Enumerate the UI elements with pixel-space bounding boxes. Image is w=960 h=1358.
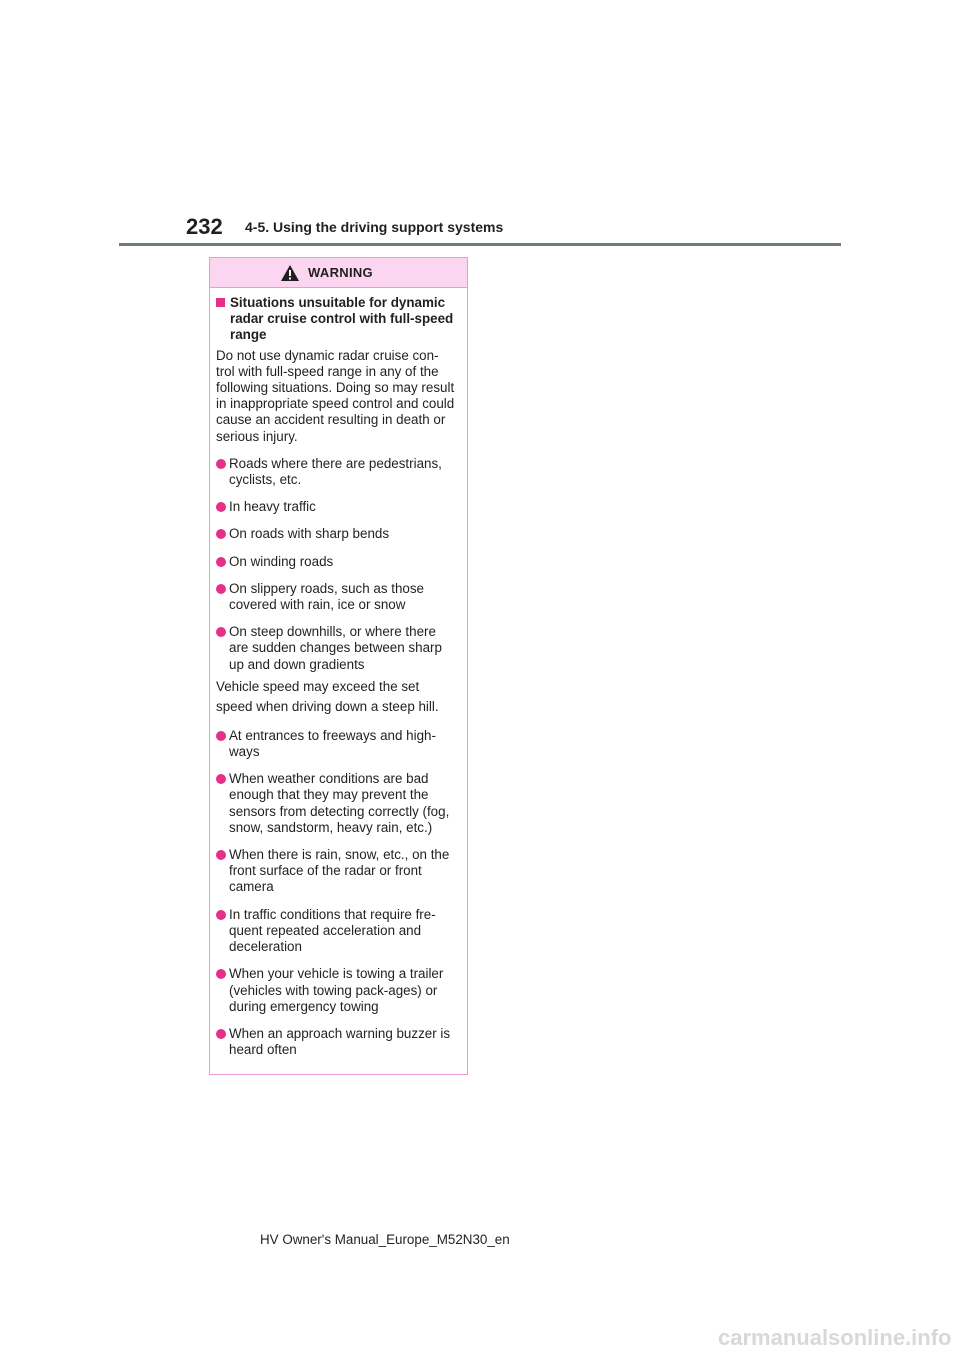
- header-rule: [119, 243, 841, 246]
- list-item: [216, 907, 457, 956]
- circle-bullet-icon: [216, 459, 226, 469]
- list-item-text: When there is rain, snow, etc., on the front surface of the radar or front camera: [229, 847, 450, 895]
- circle-bullet-icon: [216, 969, 226, 979]
- warning-triangle-icon: [280, 264, 300, 282]
- situation-heading-text: Situations unsuitable for dynamic radar cruise control with full-speed range: [230, 295, 454, 343]
- list-item: [216, 554, 457, 570]
- circle-bullet-icon: [216, 910, 226, 920]
- list-item: [216, 581, 457, 613]
- circle-bullet-icon: [216, 584, 226, 594]
- warning-title: WARNING: [308, 265, 373, 280]
- situation-heading: [216, 295, 457, 344]
- list-item: [216, 456, 457, 488]
- list-item-text: When weather conditions are bad enough that they may prevent the sensors from detecting correctly (fog, snow, sandstorm, heavy rain, etc.): [229, 771, 450, 835]
- warning-box: [209, 257, 468, 1075]
- speed-note: Vehicle speed may exceed the set speed when driving down a steep hill.: [216, 678, 439, 714]
- watermark: carmanualsonline.info: [718, 1325, 952, 1350]
- circle-bullet-icon: [216, 557, 226, 567]
- list-item: [216, 728, 457, 760]
- circle-bullet-icon: [216, 850, 226, 860]
- list-item: [216, 499, 457, 515]
- list-item: [216, 847, 457, 896]
- list-item: [216, 526, 457, 542]
- list-item-text: Roads where there are pedestrians, cyclists, etc.: [229, 455, 442, 488]
- list-item-text: When your vehicle is towing a trailer (vehicles with towing pack-ages) or during emergency towing: [229, 966, 444, 1014]
- list-item-text: In heavy traffic: [229, 499, 316, 515]
- list-item: [216, 771, 457, 836]
- list-item-text: On winding roads: [229, 553, 334, 569]
- circle-bullet-icon: [216, 1029, 226, 1039]
- list-item-text: When an approach warning buzzer is heard often: [229, 1025, 451, 1058]
- situation-list-continued: [216, 728, 457, 1058]
- circle-bullet-icon: [216, 502, 226, 512]
- circle-bullet-icon: [216, 627, 226, 637]
- section-title: 4-5. Using the driving support systems: [245, 219, 504, 235]
- warning-body: [210, 288, 467, 1058]
- circle-bullet-icon: [216, 774, 226, 784]
- situation-list: [216, 456, 457, 673]
- list-item: [216, 624, 457, 673]
- page-number: 232: [186, 214, 223, 239]
- circle-bullet-icon: [216, 731, 226, 741]
- warning-intro: Do not use dynamic radar cruise con-trol with full-speed range in any of the following situations. Doing so may result in inappropriate speed control and could cause an accident resulting in death or serious injury.: [216, 347, 455, 444]
- circle-bullet-icon: [216, 529, 226, 539]
- list-item: [216, 1026, 457, 1058]
- square-bullet-icon: [216, 298, 225, 307]
- list-item-text: On steep downhills, or where there are sudden changes between sharp up and down gradients: [229, 624, 442, 672]
- list-item-text: In traffic conditions that require fre-quent repeated acceleration and deceleration: [229, 906, 436, 955]
- list-item-text: On roads with sharp bends: [229, 526, 390, 542]
- warning-header: [210, 258, 467, 288]
- list-item-text: At entrances to freeways and high-ways: [229, 727, 436, 760]
- list-item: [216, 966, 457, 1015]
- list-item-text: On slippery roads, such as those covered with rain, ice or snow: [229, 580, 425, 613]
- manual-footer: HV Owner's Manual_Europe_M52N30_en: [260, 1232, 510, 1247]
